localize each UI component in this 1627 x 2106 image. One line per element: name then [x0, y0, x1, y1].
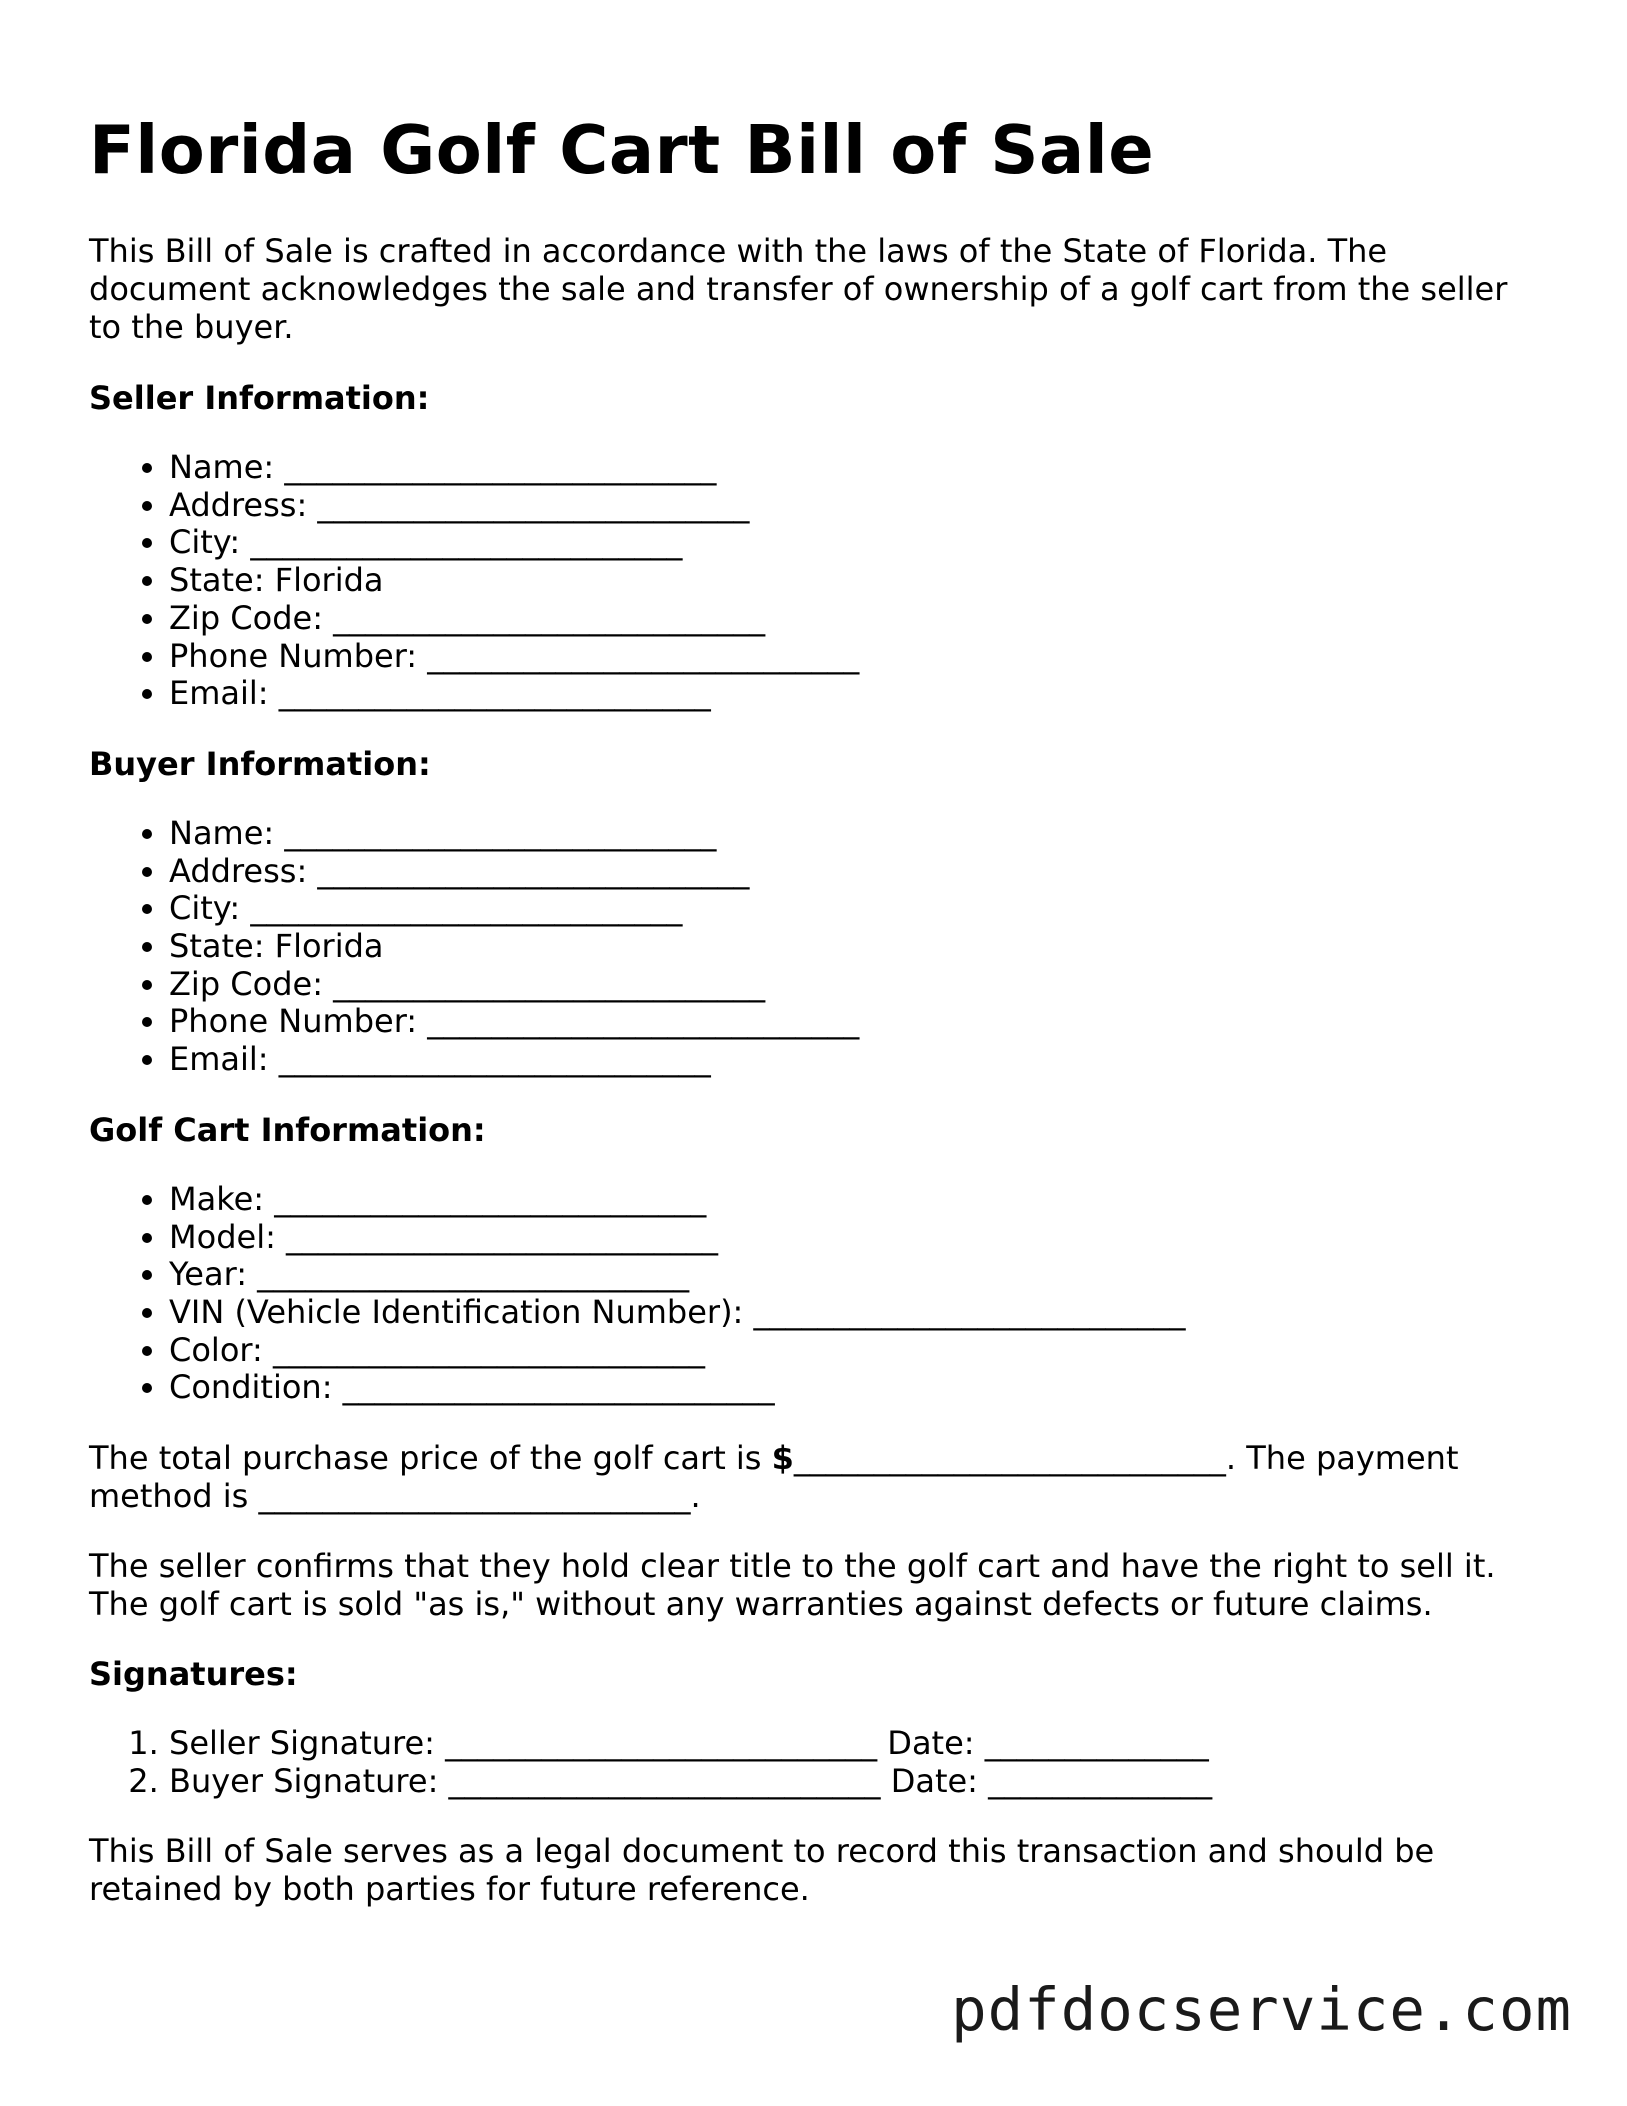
seller-city-field: • City: ___________________________ — [169, 524, 1549, 562]
cart-condition-field: • Condition: ___________________________ — [169, 1369, 1549, 1407]
cart-vin-field: • VIN (Vehicle Identification Number): ___________________________ — [169, 1294, 1549, 1332]
price-text: The total purchase price of the golf cart is — [89, 1439, 772, 1478]
cart-heading: Golf Cart Information: — [89, 1110, 486, 1149]
cart-info-list — [89, 1181, 1549, 1407]
buyer-state-field: • State: Florida — [169, 928, 1549, 966]
cart-color-field: • Color: ___________________________ — [169, 1332, 1549, 1370]
cart-make-field: • Make: ___________________________ — [169, 1181, 1549, 1219]
cart-model-field: • Model: ___________________________ — [169, 1219, 1549, 1257]
buyer-phone-field: • Phone Number: ___________________________ — [169, 1003, 1549, 1041]
buyer-name-field: • Name: ___________________________ — [169, 815, 1549, 853]
signatures-heading: Signatures: — [89, 1655, 298, 1694]
seller-address-field: • Address: ___________________________ — [169, 487, 1549, 525]
signatures-list — [89, 1725, 1549, 1800]
intro-paragraph: This Bill of Sale is crafted in accordance with the laws of the State of Florida. The document acknowledges the sale and transfer of ownership of a golf cart from the seller to the buyer. — [89, 232, 1508, 346]
buyer-info-list — [89, 815, 1549, 1079]
cart-year-field: • Year: ___________________________ — [169, 1256, 1549, 1294]
seller-phone-field: • Phone Number: ___________________________ — [169, 638, 1549, 676]
buyer-address-field: • Address: ___________________________ — [169, 853, 1549, 891]
document-title: Florida Golf Cart Bill of Sale — [89, 111, 1155, 189]
buyer-email-field: • Email: ___________________________ — [169, 1041, 1549, 1079]
document-page — [89, 110, 1549, 1908]
seller-name-field: • Name: ___________________________ — [169, 449, 1549, 487]
price-blanks: ___________________________. The payment method is ___________________________. — [89, 1439, 1459, 1516]
price-paragraph — [89, 1439, 1549, 1515]
seller-state-field: • State: Florida — [169, 562, 1549, 600]
buyer-city-field: • City: ___________________________ — [169, 890, 1549, 928]
seller-zip-field: • Zip Code: ___________________________ — [169, 600, 1549, 638]
seller-signature-line: 1. Seller Signature: ___________________________ Date: ______________ — [169, 1725, 1549, 1763]
title-clause-paragraph: The seller confirms that they hold clear title to the golf cart and have the right to sell it. The golf cart is sold "as is," without any warranties against defects or future claims. — [89, 1547, 1496, 1624]
closing-paragraph: This Bill of Sale serves as a legal document to record this transaction and should be retained by both parties for future reference. — [89, 1832, 1435, 1909]
seller-heading: Seller Information: — [89, 379, 430, 417]
buyer-heading: Buyer Information: — [89, 744, 431, 783]
watermark-text: pdfdocservice.com — [951, 1975, 1572, 2044]
buyer-signature-line: 2. Buyer Signature: ___________________________ Date: ______________ — [169, 1763, 1549, 1801]
dollar-sign: $ — [771, 1439, 794, 1478]
buyer-zip-field: • Zip Code: ___________________________ — [169, 966, 1549, 1004]
seller-email-field: • Email: ___________________________ — [169, 675, 1549, 713]
seller-info-list — [89, 449, 1549, 713]
